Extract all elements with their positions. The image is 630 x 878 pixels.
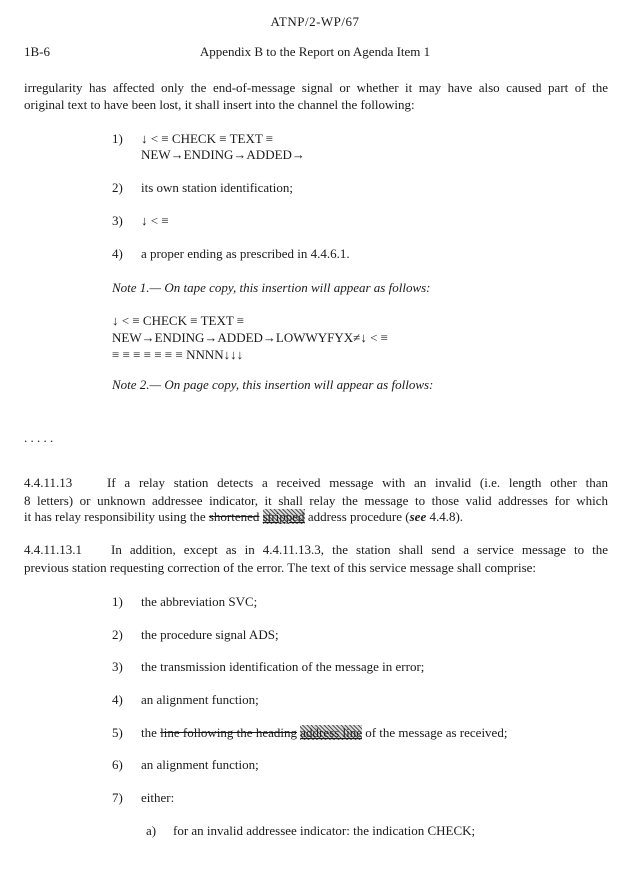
- insert-item-text: its own station identification;: [141, 180, 294, 195]
- insert-item-number: 3): [112, 213, 123, 228]
- section-line: it has relay responsibility using the shortened stripped address procedure (see 4.4.8).: [24, 509, 464, 524]
- insert-item-number: 4): [112, 246, 123, 261]
- service-item-text: an alignment function;: [141, 757, 259, 772]
- insert-item-number: 2): [112, 180, 123, 195]
- sub-item-text: for an invalid addressee indicator: the indication CHECK;: [173, 823, 476, 838]
- section-number: 4.4.11.13: [24, 475, 73, 490]
- running-title: Appendix B to the Report on Agenda Item 1: [199, 44, 431, 59]
- service-item-number: 7): [112, 790, 123, 805]
- service-item-number: 4): [112, 692, 123, 707]
- insert-item-text: NEW→ENDING→ADDED→: [141, 147, 305, 162]
- struck-text: shortened: [208, 509, 260, 524]
- sub-item-number: a): [146, 823, 157, 838]
- page-number: 1B-6: [24, 44, 50, 59]
- note-1: Note 1.— On tape copy, this insertion will appear as follows:: [112, 280, 431, 295]
- section-line: 8 letters) or unknown addressee indicator, it shall relay the message to those valid addresses for which: [24, 493, 608, 508]
- intro-line-1: irregularity has affected only the end-of-message signal or whether it may have also caused part of the: [24, 80, 608, 95]
- inserted-text: address line: [300, 725, 362, 740]
- insert-item-text: ↓ < ≡ CHECK ≡ TEXT ≡: [141, 131, 274, 146]
- note-1-code-line: ↓ < ≡ CHECK ≡ TEXT ≡: [112, 313, 245, 328]
- service-item-text: the line following the heading address line of the message as received;: [141, 725, 508, 740]
- struck-text: line following the heading: [160, 725, 297, 740]
- section-line: previous station requesting correction of the error. The text of this service message shall comprise:: [24, 560, 537, 575]
- service-item-number: 3): [112, 659, 123, 674]
- ellipsis: . . . . .: [24, 430, 54, 445]
- note-1-code-line: ≡ ≡ ≡ ≡ ≡ ≡ ≡ NNNN↓↓↓: [112, 347, 244, 362]
- note-1-code-line: NEW→ENDING→ADDED→LOWWYFYX≠↓ < ≡: [112, 330, 388, 345]
- service-item-text: the transmission identification of the message in error;: [141, 659, 425, 674]
- insert-item-text: ↓ < ≡: [141, 213, 169, 228]
- service-item-number: 5): [112, 725, 123, 740]
- section-line: If a relay station detects a received message with an invalid (i.e. length other than: [107, 475, 608, 490]
- service-item-number: 1): [112, 594, 123, 609]
- service-item-text: the procedure signal ADS;: [141, 627, 279, 642]
- document-id: ATNP/2-WP/67: [270, 14, 360, 29]
- service-item-number: 6): [112, 757, 123, 772]
- inserted-text: stripped: [262, 509, 305, 524]
- service-item-text: the abbreviation SVC;: [141, 594, 258, 609]
- section-number: 4.4.11.13.1: [24, 542, 83, 557]
- note-2: Note 2.— On page copy, this insertion will appear as follows:: [112, 377, 434, 392]
- service-item-text: either:: [141, 790, 175, 805]
- insert-item-text: a proper ending as prescribed in 4.4.6.1.: [141, 246, 350, 261]
- insert-item-number: 1): [112, 131, 123, 146]
- service-item-number: 2): [112, 627, 123, 642]
- intro-line-2: original text to have been lost, it shall insert into the channel the following:: [24, 97, 415, 112]
- service-item-text: an alignment function;: [141, 692, 259, 707]
- section-line: In addition, except as in 4.4.11.13.3, the station shall send a service message to the: [111, 542, 608, 557]
